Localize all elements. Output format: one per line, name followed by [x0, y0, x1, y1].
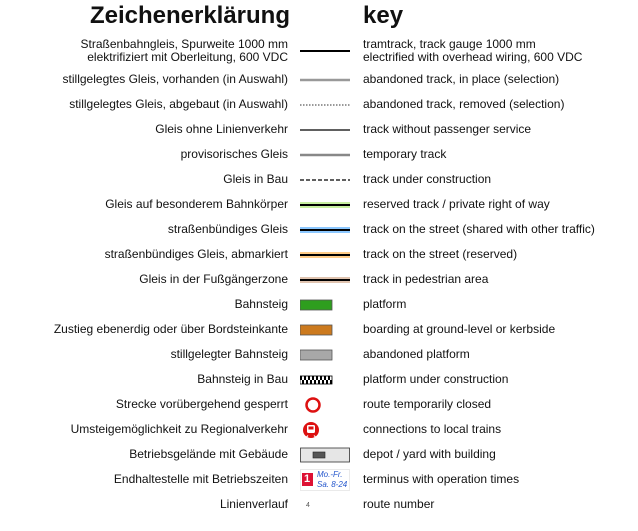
- legend-label-german: stillgelegtes Gleis, vorhanden (in Auswahl): [62, 72, 288, 86]
- legend-label-german: Zustieg ebenerdig oder über Bordsteinkante: [53, 322, 288, 336]
- legend-label-english: platform: [363, 297, 407, 311]
- legend-label-english: abandoned track, in place (selection): [363, 72, 560, 86]
- regional-train-connection-icon: [300, 421, 350, 439]
- legend-label-german: Bahnsteig: [234, 297, 288, 311]
- legend-label-german: Gleis in Bau: [223, 172, 288, 186]
- legend-label-english: track on the street (reserved): [363, 247, 518, 261]
- abandoned-track-line-icon: [300, 74, 350, 86]
- legend-label-german: straßenbündiges Gleis, abmarkiert: [104, 247, 288, 261]
- legend-title-english: key: [363, 2, 404, 29]
- legend-label-english: reserved track / private right of way: [363, 197, 550, 211]
- street-track-blue-line-icon: [300, 224, 350, 236]
- pedestrian-track-tan-line-icon: [300, 274, 350, 286]
- legend-label-english: platform under construction: [363, 372, 509, 386]
- legend-label-german: Straßenbahngleis, Spurweite 1000 mm elektrifiziert mit Oberleitung, 600 VDC: [80, 37, 288, 64]
- legend-label-german: Gleis auf besonderem Bahnkörper: [105, 197, 288, 211]
- legend-label-english: track in pedestrian area: [363, 272, 489, 286]
- legend-label-german: Strecke vorübergehend gesperrt: [115, 397, 288, 411]
- legend-label-german: Endhaltestelle mit Betriebszeiten: [113, 472, 288, 486]
- no-service-track-line-icon: [300, 124, 350, 136]
- legend-label-english: track under construction: [363, 172, 492, 186]
- legend-label-english: boarding at ground-level or kerbside: [363, 322, 556, 336]
- legend-label-german: Linienverlauf: [219, 497, 288, 511]
- legend-label-german: Gleis in der Fußgängerzone: [139, 272, 288, 286]
- construction-track-dashed-line-icon: [300, 174, 350, 186]
- terminus-time: Sa. 8-24: [317, 479, 348, 489]
- platform-construction-checker-icon: [300, 374, 350, 386]
- depot-building-icon: [300, 447, 350, 463]
- route-closed-circle-icon: [300, 396, 350, 414]
- kerbside-boarding-orange-box-icon: [300, 324, 350, 336]
- legend-label-german: provisorisches Gleis: [180, 147, 288, 161]
- temporary-track-line-icon: [300, 149, 350, 161]
- legend-label-german: Gleis ohne Linienverkehr: [155, 122, 288, 136]
- legend-label-english: depot / yard with building: [363, 447, 496, 461]
- legend-label-english: route temporarily closed: [363, 397, 492, 411]
- terminus-line-number: 1: [304, 472, 311, 485]
- legend-label-german: straßenbündiges Gleis: [167, 222, 288, 236]
- legend-label-english: abandoned platform: [363, 347, 470, 361]
- tram-track-line-icon: [300, 45, 350, 57]
- street-reserved-track-orange-line-icon: [300, 249, 350, 261]
- terminus-days: Mo.-Fr.: [317, 469, 343, 479]
- legend-label-english: abandoned track, removed (selection): [363, 97, 565, 111]
- legend-label-english: connections to local trains: [363, 422, 502, 436]
- legend-label-english: temporary track: [363, 147, 447, 161]
- abandoned-platform-gray-box-icon: [300, 349, 350, 361]
- legend-title-german: Zeichenerklärung: [89, 2, 290, 29]
- removed-track-dotted-line-icon: [300, 99, 350, 111]
- legend-label-german: stillgelegter Bahnsteig: [170, 347, 288, 361]
- legend-label-english: track without passenger service: [363, 122, 532, 136]
- route-number: 4: [306, 501, 310, 509]
- reserved-track-green-line-icon: [300, 199, 350, 211]
- legend-label-english: track on the street (shared with other traffic): [363, 222, 595, 236]
- terminus-times-icon: [300, 469, 350, 491]
- legend-label-german: Betriebsgelände mit Gebäude: [129, 447, 288, 461]
- legend-label-german: stillgelegtes Gleis, abgebaut (in Auswahl): [69, 97, 288, 111]
- legend-label-english: terminus with operation times: [363, 472, 520, 486]
- legend-label-english: tramtrack, track gauge 1000 mm electrified with overhead wiring, 600 VDC: [363, 37, 583, 64]
- legend-label-english: route number: [363, 497, 435, 511]
- platform-green-box-icon: [300, 299, 350, 311]
- legend-label-german: Umsteigemöglichkeit zu Regionalverkehr: [70, 422, 288, 436]
- legend-label-german: Bahnsteig in Bau: [197, 372, 288, 386]
